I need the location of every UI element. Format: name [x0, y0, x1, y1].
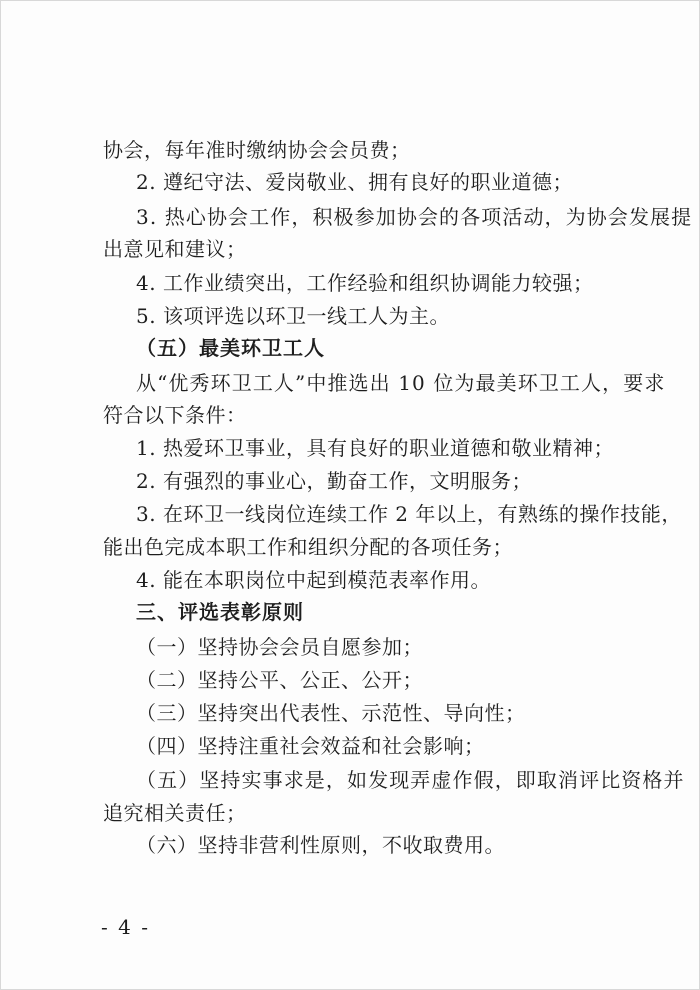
- list-item: 2. 遵纪守法、爱岗敬业、拥有良好的职业道德；: [136, 170, 573, 194]
- list-item: 2. 有强烈的事业心，勤奋工作，文明服务；: [136, 469, 532, 493]
- principle-item: （一）坚持协会会员自愿参加；: [136, 635, 423, 659]
- list-item: 3. 在环卫一线岗位连续工作 2 年以上，有熟练的操作技能，: [136, 502, 682, 526]
- principle-item: （四）坚持注重社会效益和社会影响；: [136, 734, 485, 758]
- list-item: 5. 该项评选以环卫一线工人为主。: [136, 304, 450, 328]
- paragraph-line: 协会，每年准时缴纳协会会员费；: [103, 138, 411, 162]
- section-heading: 三、评选表彰原则: [136, 600, 304, 624]
- list-item: 4. 能在本职岗位中起到模范表率作用。: [136, 568, 491, 592]
- principle-item: （二）坚持公平、公正、公开；: [136, 668, 423, 692]
- paragraph-line: 符合以下条件：: [103, 403, 247, 427]
- principle-item: （五）坚持实事求是，如发现弄虚作假，即取消评比资格并: [136, 768, 685, 792]
- subsection-heading: （五）最美环卫工人: [136, 336, 325, 360]
- principle-item: （六）坚持非营利性原则，不收取费用。: [136, 833, 505, 857]
- list-item: 1. 热爱环卫事业，具有良好的职业道德和敬业精神；: [136, 436, 614, 460]
- paragraph-line: 追究相关责任；: [103, 801, 247, 825]
- page-number: - 4 -: [101, 915, 150, 939]
- paragraph-line: 能出色完成本职工作和组织分配的各项任务；: [103, 535, 513, 559]
- paragraph-line: 出意见和建议；: [103, 237, 247, 261]
- principle-item: （三）坚持突出代表性、示范性、导向性；: [136, 701, 526, 725]
- paragraph-line: 从“优秀环卫工人”中推选出 10 位为最美环卫工人，要求: [136, 371, 666, 395]
- list-item: 4. 工作业绩突出，工作经验和组织协调能力较强；: [136, 271, 594, 295]
- list-item: 3. 热心协会工作，积极参加协会的各项活动，为协会发展提: [136, 205, 693, 229]
